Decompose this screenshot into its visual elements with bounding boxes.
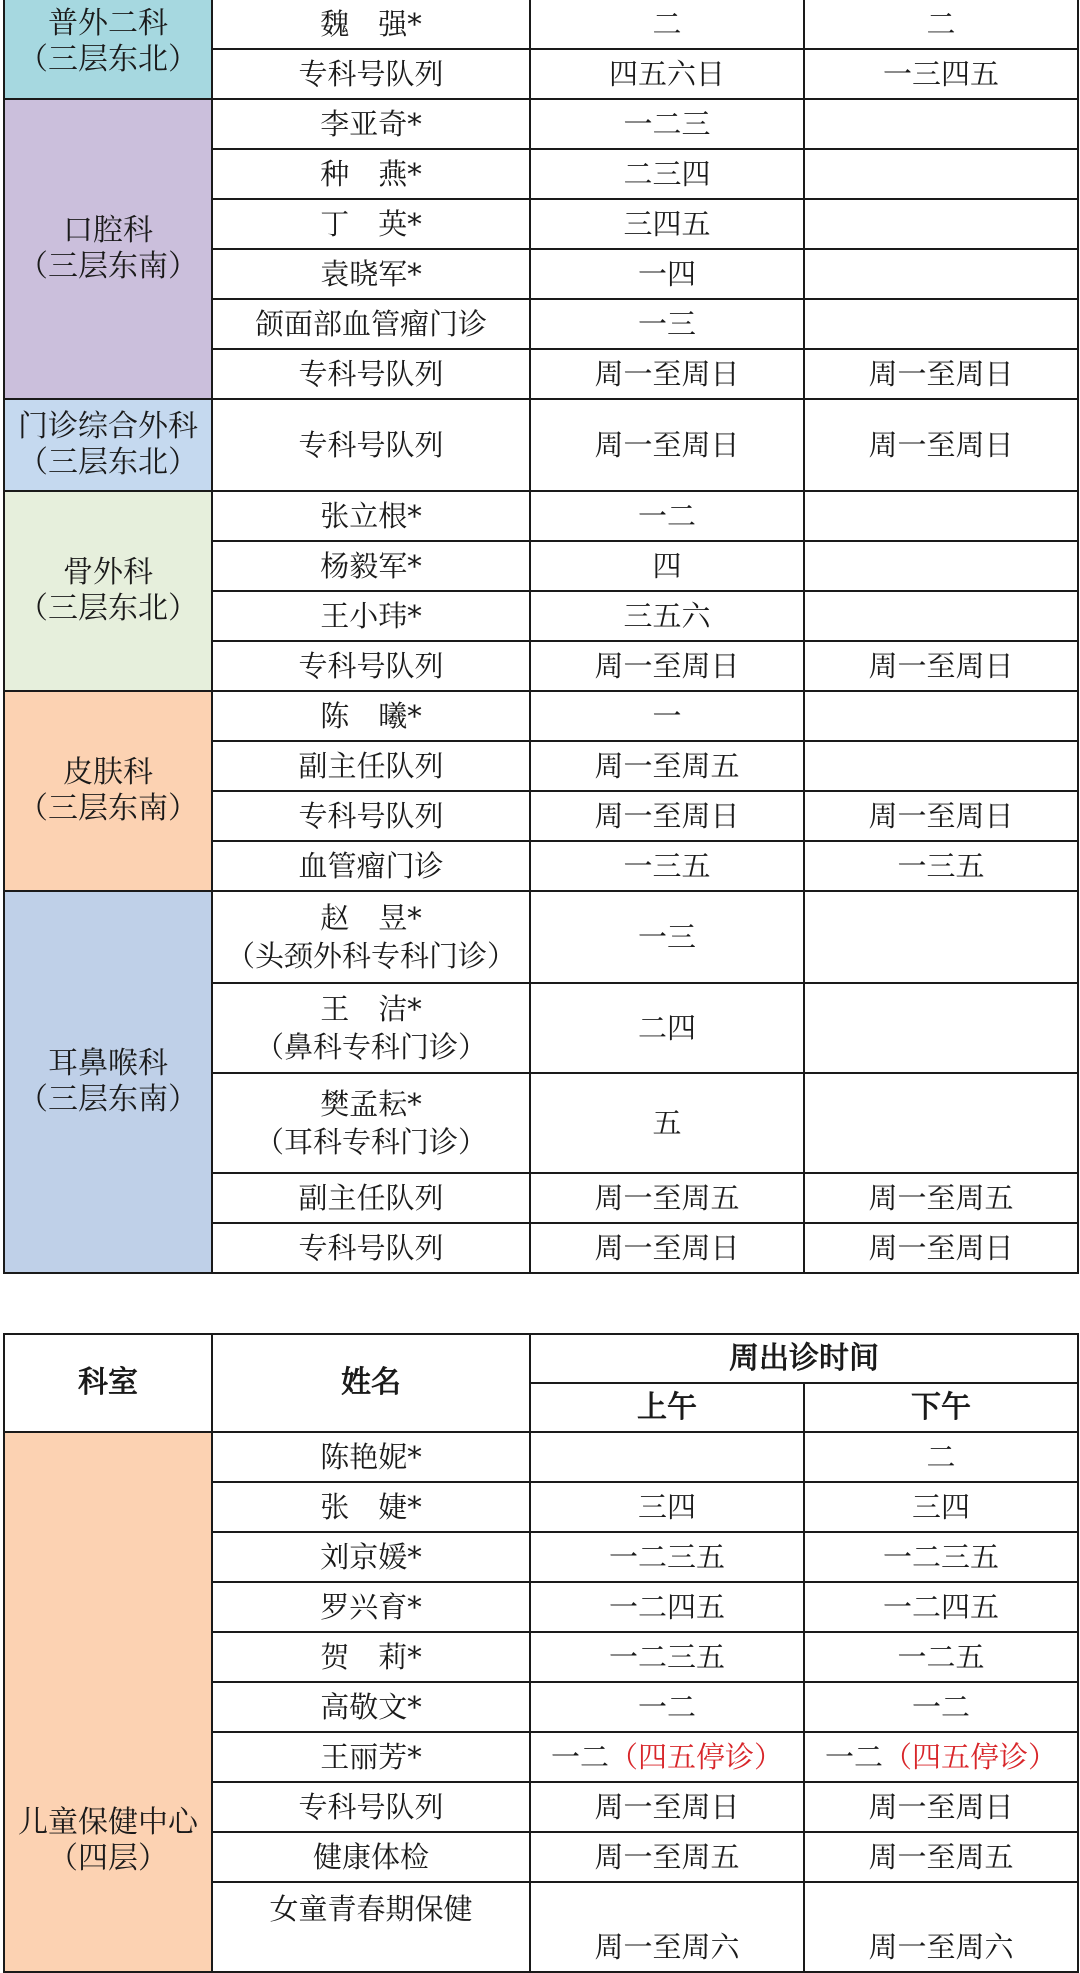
am-schedule: 一二三 xyxy=(530,99,804,149)
dept-cell-outpatient-surgery xyxy=(4,399,212,491)
header-dept: 科室 xyxy=(4,1334,212,1432)
doctor-name: 专科号队列 xyxy=(212,641,530,691)
pm-schedule xyxy=(804,1732,1078,1782)
table-row xyxy=(4,491,1078,541)
pm-schedule: 周一至周五 xyxy=(804,1173,1078,1223)
doctor-name: 专科号队列 xyxy=(212,399,530,491)
am-schedule: 一二三五 xyxy=(530,1532,804,1582)
am-schedule: 二 xyxy=(530,0,804,49)
dept-location: （四层） xyxy=(48,1841,168,1876)
pm-schedule: 一二五 xyxy=(804,1632,1078,1682)
doctor-name: 专科号队列 xyxy=(212,49,530,99)
table-row xyxy=(4,691,1078,741)
pm-schedule xyxy=(804,491,1078,541)
doctor-name: 丁 英* xyxy=(212,199,530,249)
am-schedule: 一二 xyxy=(530,1682,804,1732)
pm-schedule: 周一至周日 xyxy=(804,641,1078,691)
doctor-specialty-note: （耳科专科门诊） xyxy=(254,1125,487,1159)
pm-schedule: 二 xyxy=(804,0,1078,49)
header-weekly-time: 周出诊时间 xyxy=(530,1334,1078,1383)
dept-cell-child-health xyxy=(4,1432,212,1972)
doctor-name: 杨毅军* xyxy=(212,541,530,591)
table-row xyxy=(4,399,1078,491)
pm-schedule xyxy=(804,983,1078,1073)
doctor-specialty-note: （头颈外科专科门诊） xyxy=(225,939,516,973)
am-schedule: 一二三五 xyxy=(530,1632,804,1682)
dept-location: （三层东南） xyxy=(18,791,198,826)
am-schedule: 一二四五 xyxy=(530,1582,804,1632)
doctor-name: 女童青春期保健 xyxy=(212,1882,530,1972)
doctor-name: 专科号队列 xyxy=(212,1223,530,1273)
dept-location: （三层东北） xyxy=(18,445,198,480)
doctor-name: 健康体检 xyxy=(212,1832,530,1882)
doctor-name: 罗兴育* xyxy=(212,1582,530,1632)
am-schedule: 一三五 xyxy=(530,841,804,891)
dept-name: 普外二科 xyxy=(48,6,168,41)
am-schedule: 二三四 xyxy=(530,149,804,199)
dept-cell-general-surgery-2 xyxy=(4,0,212,99)
schedule-table-2 xyxy=(3,1333,1079,1973)
dept-cell-orthopedics xyxy=(4,491,212,691)
am-schedule: 五 xyxy=(530,1073,804,1173)
pm-schedule: 一三四五 xyxy=(804,49,1078,99)
am-schedule: 三四 xyxy=(530,1482,804,1532)
am-schedule: 一三 xyxy=(530,299,804,349)
pm-schedule: 一三五 xyxy=(804,841,1078,891)
am-schedule: 周一至周日 xyxy=(530,349,804,399)
dept-name: 耳鼻喉科 xyxy=(48,1046,168,1081)
doctor-name: 王丽芳* xyxy=(212,1732,530,1782)
doctor-name: 袁晓军* xyxy=(212,249,530,299)
am-schedule: 周一至周六 xyxy=(530,1882,804,1972)
doctor-name: 副主任队列 xyxy=(212,741,530,791)
pm-schedule xyxy=(804,149,1078,199)
am-schedule: 周一至周日 xyxy=(530,1782,804,1832)
doctor-name-main: 王 洁* xyxy=(320,992,422,1026)
pm-schedule xyxy=(804,891,1078,983)
doctor-name: 副主任队列 xyxy=(212,1173,530,1223)
table-row xyxy=(4,1432,1078,1482)
dept-cell-dermatology xyxy=(4,691,212,891)
pm-schedule xyxy=(804,249,1078,299)
pm-days: 一二 xyxy=(824,1740,883,1774)
doctor-name: 颌面部血管瘤门诊 xyxy=(212,299,530,349)
am-schedule: 二四 xyxy=(530,983,804,1073)
header-pm: 下午 xyxy=(804,1383,1078,1432)
doctor-name-main: 赵 昱* xyxy=(320,901,422,935)
am-schedule: 一二 xyxy=(530,491,804,541)
dept-location: （三层东南） xyxy=(18,1082,198,1117)
table-row xyxy=(4,891,1078,983)
am-schedule: 一 xyxy=(530,691,804,741)
header-am: 上午 xyxy=(530,1383,804,1432)
am-schedule: 一三 xyxy=(530,891,804,983)
pm-stop-note: （四五停诊） xyxy=(883,1740,1058,1774)
doctor-name: 李亚奇* xyxy=(212,99,530,149)
header-name: 姓名 xyxy=(212,1334,530,1432)
pm-schedule: 一二三五 xyxy=(804,1532,1078,1582)
table-header-row xyxy=(4,1334,1078,1383)
pm-schedule xyxy=(804,99,1078,149)
pm-schedule: 周一至周六 xyxy=(804,1882,1078,1972)
schedule-table-1 xyxy=(3,0,1079,1274)
doctor-name xyxy=(212,1073,530,1173)
dept-name: 皮肤科 xyxy=(63,755,153,790)
pm-schedule xyxy=(804,591,1078,641)
dept-cell-ent xyxy=(4,891,212,1273)
pm-schedule xyxy=(804,299,1078,349)
am-schedule: 一四 xyxy=(530,249,804,299)
table-row xyxy=(4,0,1078,49)
doctor-name: 王小玮* xyxy=(212,591,530,641)
dept-location: （三层东北） xyxy=(18,591,198,626)
pm-schedule xyxy=(804,199,1078,249)
pm-schedule: 周一至周五 xyxy=(804,1832,1078,1882)
dept-name: 门诊综合外科 xyxy=(18,409,198,444)
am-schedule: 四五六日 xyxy=(530,49,804,99)
am-schedule xyxy=(530,1732,804,1782)
dept-location: （三层东北） xyxy=(18,42,198,77)
am-schedule: 三四五 xyxy=(530,199,804,249)
doctor-name: 种 燕* xyxy=(212,149,530,199)
am-schedule: 周一至周日 xyxy=(530,791,804,841)
am-schedule: 四 xyxy=(530,541,804,591)
doctor-name: 贺 莉* xyxy=(212,1632,530,1682)
am-days: 一二 xyxy=(550,1740,609,1774)
doctor-name xyxy=(212,983,530,1073)
doctor-name: 陈 曦* xyxy=(212,691,530,741)
pm-schedule xyxy=(804,1073,1078,1173)
am-schedule: 周一至周日 xyxy=(530,399,804,491)
doctor-name: 血管瘤门诊 xyxy=(212,841,530,891)
am-stop-note: （四五停诊） xyxy=(609,1740,784,1774)
dept-location: （三层东南） xyxy=(18,249,198,284)
doctor-name: 刘京媛* xyxy=(212,1532,530,1582)
doctor-name: 陈艳妮* xyxy=(212,1432,530,1482)
dept-cell-stomatology xyxy=(4,99,212,399)
dept-name: 骨外科 xyxy=(63,555,153,590)
dept-name: 儿童保健中心 xyxy=(18,1805,198,1840)
pm-schedule: 周一至周日 xyxy=(804,399,1078,491)
doctor-name: 张 婕* xyxy=(212,1482,530,1532)
am-schedule xyxy=(530,1432,804,1482)
pm-schedule xyxy=(804,691,1078,741)
doctor-name: 魏 强* xyxy=(212,0,530,49)
pm-schedule: 周一至周日 xyxy=(804,349,1078,399)
doctor-name: 专科号队列 xyxy=(212,791,530,841)
am-schedule: 三五六 xyxy=(530,591,804,641)
doctor-name: 专科号队列 xyxy=(212,1782,530,1832)
dept-name: 口腔科 xyxy=(63,213,153,248)
pm-schedule xyxy=(804,741,1078,791)
am-schedule: 周一至周日 xyxy=(530,1223,804,1273)
doctor-specialty-note: （鼻科专科门诊） xyxy=(254,1030,487,1064)
pm-schedule: 一二四五 xyxy=(804,1582,1078,1632)
table-row xyxy=(4,99,1078,149)
doctor-name: 张立根* xyxy=(212,491,530,541)
doctor-name: 高敬文* xyxy=(212,1682,530,1732)
doctor-name-main: 樊孟耘* xyxy=(320,1087,422,1121)
doctor-name xyxy=(212,891,530,983)
pm-schedule: 周一至周日 xyxy=(804,791,1078,841)
am-schedule: 周一至周日 xyxy=(530,641,804,691)
pm-schedule: 三四 xyxy=(804,1482,1078,1532)
pm-schedule: 周一至周日 xyxy=(804,1223,1078,1273)
am-schedule: 周一至周五 xyxy=(530,1832,804,1882)
pm-schedule: 一二 xyxy=(804,1682,1078,1732)
pm-schedule: 二 xyxy=(804,1432,1078,1482)
am-schedule: 周一至周五 xyxy=(530,1173,804,1223)
pm-schedule xyxy=(804,541,1078,591)
am-schedule: 周一至周五 xyxy=(530,741,804,791)
pm-schedule: 周一至周日 xyxy=(804,1782,1078,1832)
doctor-name: 专科号队列 xyxy=(212,349,530,399)
